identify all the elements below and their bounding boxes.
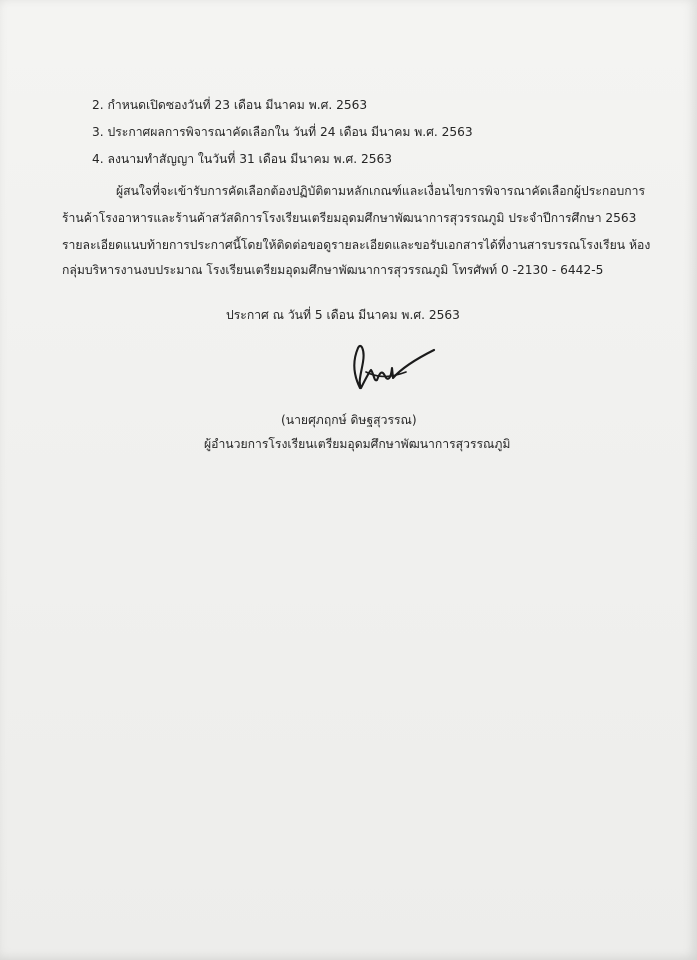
paragraph-line-2: ร้านค้าโรงอาหารและร้านค้าสวัสดิการโรงเรียนเตรียมอุดมศึกษาพัฒนาการสุวรรณภูมิ ประจำปีการศึกษา 2563 <box>62 211 637 225</box>
paragraph-line-3: รายละเอียดแนบท้ายการประกาศนี้โดยให้ติดต่อขอดูรายละเอียดและขอรับเอกสารได้ที่งานสารบรรณโรงเรียน ห้อง <box>62 238 651 252</box>
signer-position: ผู้อำนวยการโรงเรียนเตรียมอุดมศึกษาพัฒนาการสุวรรณภูมิ <box>204 437 511 451</box>
signature-image <box>330 338 440 408</box>
signer-name: (นายศุภฤกษ์ ดิษฐสุวรรณ) <box>281 413 417 427</box>
schedule-item-2: 2. กำหนดเปิดซองวันที่ 23 เดือน มีนาคม พ.ศ. 2563 <box>92 98 368 112</box>
schedule-item-3: 3. ประกาศผลการพิจารณาคัดเลือกใน วันที่ 24 เดือน มีนาคม พ.ศ. 2563 <box>92 125 473 139</box>
paragraph-line-4: กลุ่มบริหารงานงบประมาณ โรงเรียนเตรียมอุดมศึกษาพัฒนาการสุวรรณภูมิ โทรศัพท์ 0 -2130 - 6442-5 <box>62 263 604 277</box>
paragraph-line-1: ผู้สนใจที่จะเข้ารับการคัดเลือกต้องปฏิบัติตามหลักเกณฑ์และเงื่อนไขการพิจารณาคัดเลือกผู้ประกอบการ <box>116 184 646 198</box>
announcement-date: ประกาศ ณ วันที่ 5 เดือน มีนาคม พ.ศ. 2563 <box>226 308 460 322</box>
schedule-item-4: 4. ลงนามทำสัญญา ในวันที่ 31 เดือน มีนาคม พ.ศ. 2563 <box>92 152 392 166</box>
